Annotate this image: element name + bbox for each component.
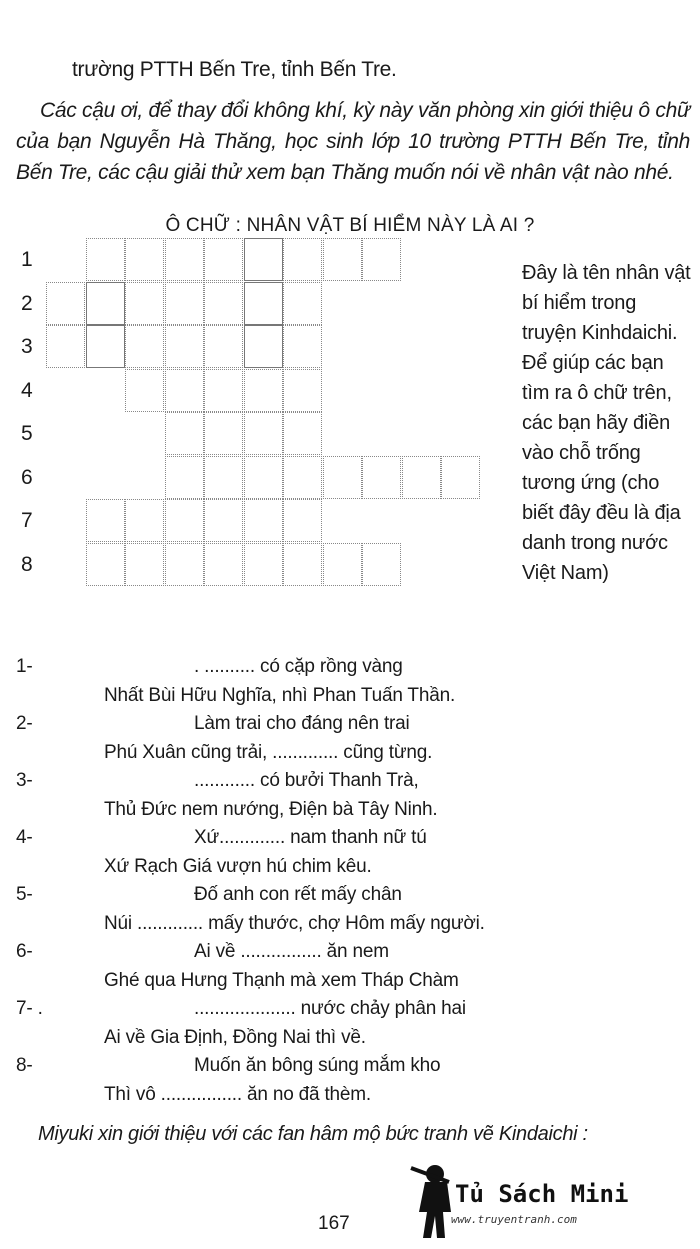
- grid-cell[interactable]: [204, 499, 243, 542]
- grid-cell[interactable]: [125, 325, 164, 368]
- grid-cell[interactable]: [204, 412, 243, 455]
- grid-cell[interactable]: [244, 499, 283, 542]
- grid-cell[interactable]: [244, 282, 283, 325]
- puzzle-hint: Đây là tên nhân vật bí hiểm trong truyện Kinhdaichi. Để giúp các bạn tìm ra ô chữ trên, các bạn hãy điền vào chỗ trống tương ứng (cho biết đây đều là địa danh trong nước Việt Nam): [522, 262, 691, 584]
- grid-row-label: 5: [21, 422, 33, 445]
- grid-cell[interactable]: [283, 325, 322, 368]
- grid-cell[interactable]: [125, 499, 164, 542]
- grid-cell[interactable]: [244, 325, 283, 368]
- grid-cell[interactable]: [283, 282, 322, 325]
- grid-row-label: 6: [21, 465, 33, 489]
- grid-cell[interactable]: [244, 412, 283, 455]
- grid-cell[interactable]: [165, 325, 204, 368]
- clue-line-1: Muốn ăn bông súng mắm kho: [194, 1055, 441, 1076]
- grid-cell[interactable]: [362, 456, 401, 499]
- grid-cell[interactable]: [204, 282, 243, 325]
- grid-cell[interactable]: [165, 238, 204, 281]
- clue-number: 5-: [16, 884, 33, 905]
- clue-number: 3-: [16, 770, 33, 791]
- grid-cell[interactable]: [244, 543, 283, 586]
- clue-line-1: Làm trai cho đáng nên trai: [194, 713, 410, 734]
- grid-cell[interactable]: [204, 543, 243, 586]
- grid-cell[interactable]: [323, 238, 362, 281]
- grid-cell[interactable]: [204, 325, 243, 368]
- clue-line-1: Đố anh con rết mấy chân: [194, 884, 402, 905]
- clue-line-2: Phú Xuân cũng trải, ............. cũng từng.: [104, 741, 433, 763]
- publisher-logo: [405, 1160, 635, 1240]
- grid-cell[interactable]: [86, 325, 125, 368]
- clue-line-1: . .......... có cặp rồng vàng: [194, 656, 403, 677]
- grid-cell[interactable]: [125, 543, 164, 586]
- grid-cell[interactable]: [86, 499, 125, 542]
- clue-line-2: Ai về Gia Định, Đồng Nai thì về.: [104, 1026, 366, 1048]
- footer-intro: Miyuki xin giới thiệu với các fan hâm mộ bức tranh vẽ Kindaichi :: [38, 1123, 588, 1145]
- grid-cell[interactable]: [86, 238, 125, 281]
- grid-cell[interactable]: [86, 282, 125, 325]
- grid-cell[interactable]: [441, 456, 480, 499]
- grid-cell[interactable]: [323, 456, 362, 499]
- clue-line-2: Ghé qua Hưng Thạnh mà xem Tháp Chàm: [104, 969, 459, 991]
- grid-cell[interactable]: [204, 238, 243, 281]
- clue-line-1: .................... nước chảy phân hai: [194, 998, 466, 1019]
- grid-cell[interactable]: [362, 238, 401, 281]
- clue-line-1: ............ có bưởi Thanh Trà,: [194, 770, 419, 791]
- grid-row-label: 8: [21, 552, 33, 576]
- grid-cell[interactable]: [323, 543, 362, 586]
- clue-line-1: Xứ............. nam thanh nữ tú: [194, 827, 427, 848]
- grid-cell[interactable]: [283, 412, 322, 455]
- grid-cell[interactable]: [362, 543, 401, 586]
- brand-url: www.truyentranh.com: [451, 1213, 577, 1226]
- clue-line-1: Ai về ................ ăn nem: [194, 941, 389, 962]
- grid-row-label: 4: [21, 378, 33, 402]
- grid-cell[interactable]: [165, 456, 204, 499]
- grid-row-label: 7: [21, 509, 33, 532]
- grid-cell[interactable]: [204, 369, 243, 412]
- grid-cell[interactable]: [402, 456, 441, 499]
- grid-cell[interactable]: [283, 369, 322, 412]
- puzzle-title: Ô CHỮ : NHÂN VẬT BÍ HIỂM NÀY LÀ AI ?: [165, 215, 535, 236]
- clue-number: 4-: [16, 827, 33, 848]
- clue-line-2: Nhất Bùi Hữu Nghĩa, nhì Phan Tuấn Thần.: [104, 684, 456, 706]
- clue-line-2: Thì vô ................ ăn no đã thèm.: [104, 1083, 371, 1105]
- grid-cell[interactable]: [283, 499, 322, 542]
- grid-cell[interactable]: [125, 282, 164, 325]
- clue-number: 2-: [16, 713, 33, 734]
- grid-cell[interactable]: [125, 369, 164, 412]
- grid-row-label: 3: [21, 335, 33, 358]
- header-line: trường PTTH Bến Tre, tỉnh Bến Tre.: [72, 58, 397, 81]
- intro-paragraph: Các cậu ơi, để thay đổi không khí, kỳ này văn phòng xin giới thiệu ô chữ của bạn Nguyễn Hà Thăng, học sinh lớp 10 trường PTTH Bến Tre, tỉnh Bến Tre, các cậu giải thử xem bạn Thăng muốn nói về nhân vật nào nhé.: [16, 99, 690, 184]
- grid-cell[interactable]: [244, 369, 283, 412]
- clue-list: [0, 653, 700, 1103]
- grid-cell[interactable]: [125, 238, 164, 281]
- grid-cell[interactable]: [165, 412, 204, 455]
- grid-cell[interactable]: [86, 543, 125, 586]
- brand-name: Tủ Sách Mini: [455, 1180, 629, 1208]
- clue-number: 7- .: [16, 998, 43, 1019]
- clue-line-2: Thủ Đức nem nướng, Điện bà Tây Ninh.: [104, 798, 438, 820]
- grid-cell[interactable]: [165, 543, 204, 586]
- clue-number: 8-: [16, 1055, 33, 1076]
- clue-number: 1-: [16, 656, 33, 677]
- grid-cell[interactable]: [165, 282, 204, 325]
- clue-number: 6-: [16, 941, 33, 962]
- grid-cell[interactable]: [283, 238, 322, 281]
- grid-cell[interactable]: [283, 543, 322, 586]
- grid-cell[interactable]: [244, 456, 283, 499]
- grid-cell[interactable]: [283, 456, 322, 499]
- grid-cell[interactable]: [165, 369, 204, 412]
- clue-line-2: Núi ............. mấy thước, chợ Hôm mấy người.: [104, 912, 485, 934]
- grid-row-label: 2: [21, 291, 33, 315]
- grid-cell[interactable]: [46, 325, 85, 368]
- page-number: 167: [318, 1213, 350, 1234]
- grid-cell[interactable]: [165, 499, 204, 542]
- grid-row-label: 1: [21, 248, 33, 271]
- clue-line-2: Xứ Rạch Giá vượn hú chim kêu.: [104, 855, 372, 877]
- grid-cell[interactable]: [244, 238, 283, 281]
- grid-cell[interactable]: [46, 282, 85, 325]
- grid-cell[interactable]: [204, 456, 243, 499]
